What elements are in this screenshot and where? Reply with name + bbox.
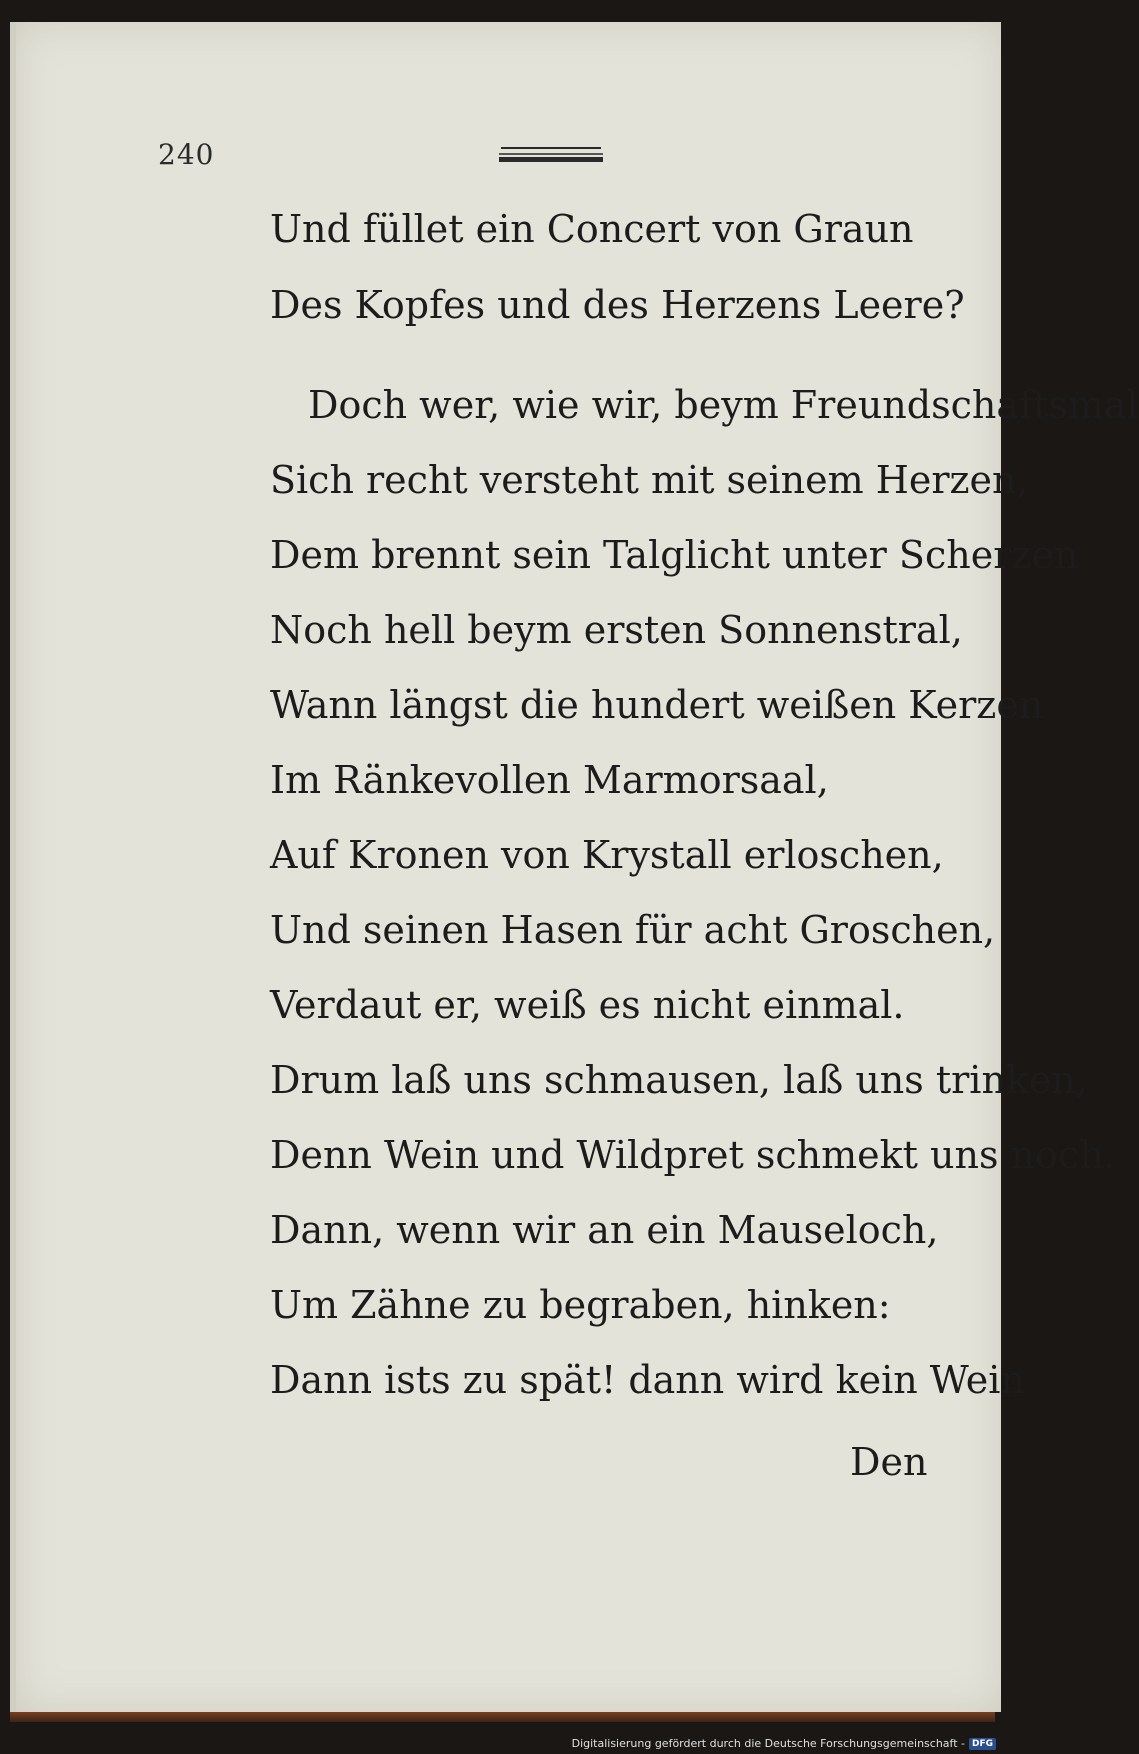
- poem-line: Dem brennt sein Talglicht unter Scherzen: [270, 533, 1079, 577]
- poem-line: Um Zähne zu begraben, hinken:: [270, 1283, 891, 1327]
- poem-text: [270, 207, 1139, 1402]
- digitization-credit: [572, 1737, 996, 1750]
- poem-line: Dann, wenn wir an ein Mauseloch,: [270, 1208, 939, 1252]
- page-number: 240: [158, 138, 215, 171]
- catchword: Den: [850, 1440, 928, 1484]
- poem-line: Denn Wein und Wildpret schmekt uns noch.: [270, 1133, 1116, 1177]
- poem-line: Sich recht versteht mit seinem Herzen,: [270, 458, 1029, 502]
- poem-line: Doch wer, wie wir, beym Freundschaftsmal: [308, 383, 1139, 427]
- page-edge: [10, 1712, 995, 1722]
- poem-line: Dann ists zu spät! dann wird kein Wein: [270, 1358, 1025, 1402]
- credit-text: Digitalisierung gefördert durch die Deutsche Forschungsgemeinschaft -: [571, 1737, 965, 1750]
- poem-line: Auf Kronen von Krystall erloschen,: [270, 833, 944, 877]
- poem-line: Des Kopfes und des Herzens Leere?: [270, 283, 965, 327]
- poem-line: Wann längst die hundert weißen Kerzen: [270, 683, 1044, 727]
- poem-line: Drum laß uns schmausen, laß uns trinken,: [270, 1058, 1088, 1102]
- poem-line: Verdaut er, weiß es nicht einmal.: [270, 983, 905, 1027]
- header-rule-ornament: [497, 145, 605, 163]
- poem-line: Und seinen Hasen für acht Groschen,: [270, 908, 996, 952]
- poem-line: Noch hell beym ersten Sonnenstral,: [270, 608, 963, 652]
- dfg-logo: DFG: [969, 1738, 996, 1750]
- poem-line: Im Ränkevollen Marmorsaal,: [270, 758, 829, 802]
- poem-line: Und füllet ein Concert von Graun: [270, 207, 914, 251]
